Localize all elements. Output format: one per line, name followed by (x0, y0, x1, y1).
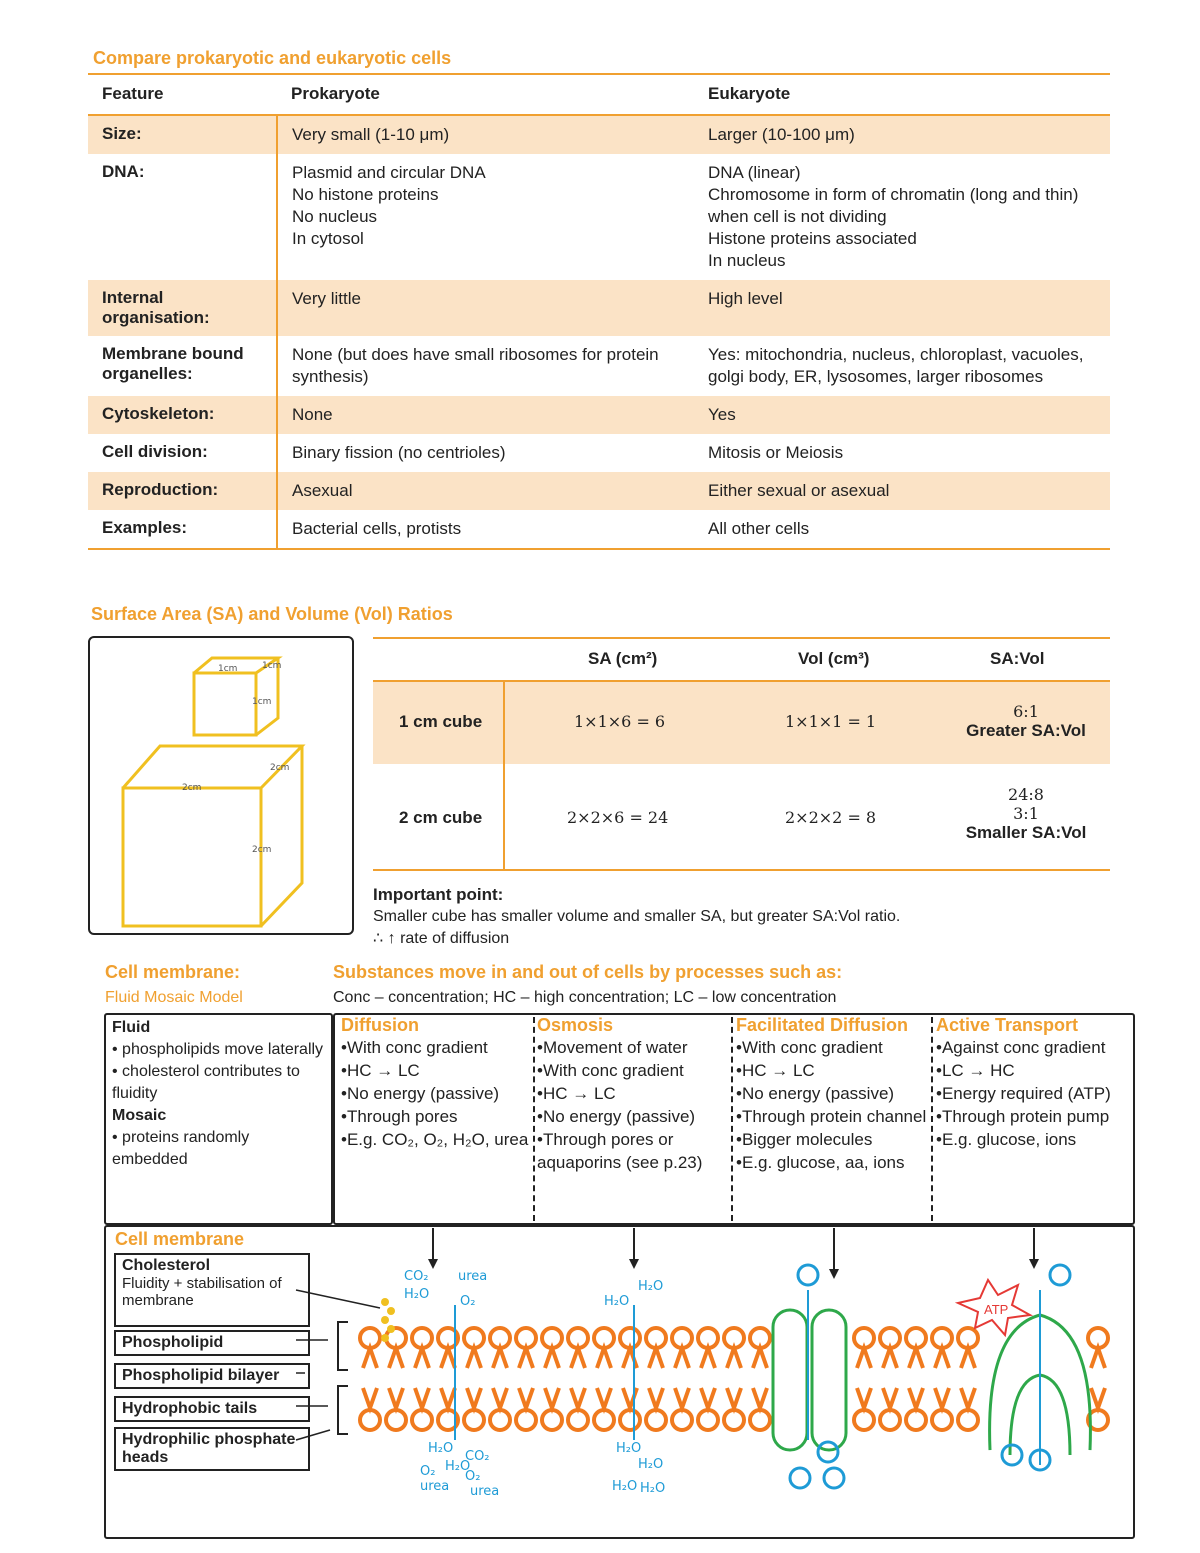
phospholipid-tail (545, 1348, 559, 1368)
label-bilayer: Phospholipid bilayer (114, 1363, 310, 1389)
row2-vol: 2×2×2 = 8 (785, 808, 877, 827)
phospholipid-tail (675, 1388, 689, 1408)
atp-label: ATP (984, 1302, 1009, 1317)
phospholipid-tail (519, 1388, 533, 1408)
ratios-title: Surface Area (SA) and Volume (Vol) Ratios (91, 604, 453, 624)
molecule-label: CO₂ (404, 1269, 429, 1284)
phospholipid-tail (571, 1388, 585, 1408)
molecule-label: H₂O (638, 1279, 664, 1294)
molecule-circle (1050, 1265, 1070, 1285)
phospholipid-tail (493, 1348, 507, 1368)
phospholipid-tail (519, 1348, 533, 1368)
cholesterol-molecule (387, 1325, 395, 1333)
phospholipid-tail (857, 1348, 871, 1368)
label-pointer (296, 1430, 330, 1440)
molecule-label: urea (470, 1484, 500, 1499)
process-item: •HC → LC (736, 1061, 815, 1080)
phospholipid-tail (1091, 1348, 1105, 1368)
phospholipid-tail (727, 1388, 741, 1408)
eukaryote-cell: Larger (10-100 μm) (694, 115, 1110, 154)
phospholipid-tail (467, 1388, 481, 1408)
prokaryote-cell: None (but does have small ribosomes for protein synthesis) (277, 336, 694, 396)
phospholipid-tail (675, 1348, 689, 1368)
fluid-item: • cholesterol contributes to fluidity (112, 1063, 300, 1102)
important-text: Smaller cube has smaller volume and smaller SA, but greater SA:Vol ratio. (373, 908, 901, 925)
phospholipid-tail (545, 1388, 559, 1408)
row2-label: 2 cm cube (399, 808, 483, 827)
feature-cell: Cell division: (102, 442, 208, 461)
diagram-title: Cell membrane (115, 1229, 245, 1249)
important-text-2: ∴ ↑ rate of diffusion (373, 930, 510, 947)
processes-key: Conc – concentration; HC – high concentration; LC – low concentration (333, 989, 837, 1006)
feature-cell: Examples: (88, 510, 277, 549)
phospholipid-tail (909, 1348, 923, 1368)
process-heading: Facilitated Diffusion (736, 1015, 909, 1035)
header-feature: Feature (88, 76, 277, 115)
eukaryote-cell: Yes (694, 396, 1110, 434)
row1-vol: 1×1×1 = 1 (785, 712, 877, 731)
compare-title: Compare prokaryotic and eukaryotic cells (93, 48, 452, 68)
phospholipid-tail (363, 1348, 377, 1368)
processes-title: Substances move in and out of cells by processes such as: (333, 962, 843, 982)
eukaryote-cell: Yes: mitochondria, nucleus, chloroplast, vacuoles, golgi body, ER, lysosomes, larger ribosomes (708, 345, 1084, 386)
process-heading: Active Transport (936, 1015, 1079, 1035)
molecule-label: H₂O (404, 1287, 430, 1302)
phospholipid-tail (415, 1348, 429, 1368)
phospholipid-tail (493, 1388, 507, 1408)
process-item: •With conc gradient (736, 1038, 883, 1057)
small-cube-label-2: 1cm (262, 661, 282, 671)
phospholipid-tail (883, 1388, 897, 1408)
molecule-label: H₂O (428, 1441, 454, 1456)
process-item: •Through pores (341, 1107, 458, 1126)
channel-protein (812, 1310, 846, 1450)
molecule-label: H₂O (612, 1479, 638, 1494)
process-item: •Through protein channel (736, 1107, 927, 1126)
prokaryote-cell: Binary fission (no centrioles) (277, 434, 694, 472)
phospholipid-tail (701, 1348, 715, 1368)
phospholipid-tail (467, 1348, 481, 1368)
phospholipid-tail (441, 1348, 455, 1368)
membrane-title: Cell membrane: (105, 962, 241, 982)
process-item: •Bigger molecules (736, 1130, 873, 1149)
cholesterol-molecule (387, 1307, 395, 1315)
process-item: •No energy (passive) (341, 1084, 500, 1103)
large-cube-label-2: 2cm (270, 763, 290, 773)
molecule-label: O₂ (465, 1469, 481, 1484)
molecule-label: H₂O (616, 1441, 642, 1456)
prokaryote-cell: Plasmid and circular DNA No histone proteins No nucleus In cytosol (277, 154, 694, 280)
channel-protein (773, 1310, 807, 1450)
eukaryote-cell: High level (694, 280, 1110, 336)
molecule-circle (818, 1442, 838, 1462)
row1-ratio: 6:1 (1013, 702, 1039, 721)
molecule-label: CO₂ (465, 1449, 490, 1464)
header-prokaryote: Prokaryote (277, 76, 694, 115)
process-item: •E.g. CO₂, O₂, H₂O, urea (341, 1130, 529, 1149)
feature-cell: Cytoskeleton: (88, 396, 277, 434)
phospholipid-tail (415, 1388, 429, 1408)
phospholipid-tail (961, 1388, 975, 1408)
eukaryote-cell: Mitosis or Meiosis (708, 443, 844, 462)
phospholipid-tail (935, 1388, 949, 1408)
molecule-label: H₂O (640, 1481, 666, 1496)
phospholipid-tail (727, 1348, 741, 1368)
important-title: Important point: (373, 885, 504, 904)
feature-cell: Internal organisation: (88, 280, 277, 336)
phospholipid-tail (441, 1388, 455, 1408)
cholesterol-molecule (381, 1334, 389, 1342)
header-sa: SA (cm²) (588, 649, 658, 668)
phospholipid-tail (363, 1388, 377, 1408)
process-item: •Through pores or aquaporins (see p.23) (537, 1130, 703, 1172)
fluid-heading: Fluid (112, 1019, 151, 1036)
row2-ratio-a: 24:8 (1008, 785, 1044, 804)
eukaryote-cell: DNA (linear) Chromosome in form of chromatin (long and thin) when cell is not dividing Histone proteins associated In nucleus (708, 163, 1079, 270)
label-phospholipid: Phospholipid (114, 1330, 310, 1356)
phospholipid-tail (597, 1348, 611, 1368)
bracket (338, 1386, 348, 1434)
header-ratio: SA:Vol (990, 649, 1045, 668)
cholesterol-note: Fluidity + stabilisation of membrane (122, 1275, 282, 1309)
process-item: •Through protein pump (936, 1107, 1110, 1126)
label-pointer (296, 1290, 380, 1308)
row2-sa: 2×2×6 = 24 (567, 808, 669, 827)
row1-sa: 1×1×6 = 6 (574, 712, 666, 731)
header-eukaryote: Eukaryote (694, 76, 1110, 115)
phospholipid-tail (753, 1388, 767, 1408)
molecule-label: H₂O (604, 1294, 630, 1309)
feature-cell: Reproduction: (88, 472, 277, 510)
phospholipid-tail (857, 1388, 871, 1408)
phospholipid-tail (935, 1348, 949, 1368)
row2-ratio-note: Smaller SA:Vol (965, 823, 1087, 842)
feature-cell: DNA: (102, 162, 145, 181)
molecule-label: H₂O (445, 1459, 471, 1474)
row1-label: 1 cm cube (399, 712, 483, 731)
eukaryote-cell: All other cells (694, 510, 1110, 549)
row1-ratio-note: Greater SA:Vol (966, 721, 1086, 740)
row2-ratio-b: 3:1 (1013, 804, 1039, 823)
prokaryote-cell: Very small (1-10 μm) (277, 115, 694, 154)
process-item: •No energy (passive) (537, 1107, 696, 1126)
process-item: •No energy (passive) (736, 1084, 895, 1103)
mosaic-heading: Mosaic (112, 1107, 167, 1124)
phospholipid-tail (909, 1388, 923, 1408)
small-cube-label-1: 1cm (218, 664, 238, 674)
process-item: •HC → LC (341, 1061, 420, 1080)
molecule-circle (824, 1468, 844, 1488)
phospholipid-tail (597, 1388, 611, 1408)
molecule-label: H₂O (638, 1457, 664, 1472)
feature-cell: Membrane bound organelles: (102, 344, 244, 383)
process-item: •LC → HC (936, 1061, 1015, 1080)
phospholipid-tail (389, 1388, 403, 1408)
feature-cell: Size: (88, 115, 277, 154)
phospholipid-tail (649, 1348, 663, 1368)
label-heads: Hydrophilic phosphate heads (114, 1427, 310, 1471)
molecule-label: O₂ (460, 1294, 476, 1309)
fluid-item: • phospholipids move laterally (112, 1041, 324, 1058)
molecule-label: urea (420, 1479, 450, 1494)
membrane-subtitle: Fluid Mosaic Model (105, 989, 243, 1006)
molecule-circle (1002, 1445, 1022, 1465)
process-heading: Diffusion (341, 1015, 419, 1035)
process-item: •E.g. glucose, ions (936, 1130, 1077, 1149)
mosaic-item: • proteins randomly embedded (112, 1129, 250, 1168)
small-cube-label-3: 1cm (252, 697, 272, 707)
process-item: •Against conc gradient (936, 1038, 1106, 1057)
bracket (338, 1322, 348, 1370)
molecule-label: O₂ (420, 1464, 436, 1479)
cholesterol-molecule (381, 1298, 389, 1306)
molecule-circle (798, 1265, 818, 1285)
process-item: •With conc gradient (537, 1061, 684, 1080)
arrow-head (428, 1259, 438, 1269)
label-cholesterol: Cholesterol Fluidity + stabilisation of membrane (114, 1253, 310, 1327)
prokaryote-cell: None (277, 396, 694, 434)
phospholipid-tail (961, 1348, 975, 1368)
phospholipid-tail (883, 1348, 897, 1368)
process-item: •Energy required (ATP) (936, 1084, 1111, 1103)
large-cube-label-1: 2cm (182, 783, 202, 793)
arrow-head (629, 1259, 639, 1269)
cholesterol-molecule (381, 1316, 389, 1324)
process-item: •E.g. glucose, aa, ions (736, 1153, 905, 1172)
process-item: •Movement of water (537, 1038, 688, 1057)
process-item: •With conc gradient (341, 1038, 488, 1057)
phospholipid-tail (389, 1348, 403, 1368)
prokaryote-cell: Very little (277, 280, 694, 336)
phospholipid-tail (701, 1388, 715, 1408)
molecule-circle (790, 1468, 810, 1488)
arrow-head (829, 1269, 839, 1279)
header-vol: Vol (cm³) (798, 649, 870, 668)
eukaryote-cell: Either sexual or asexual (694, 472, 1110, 510)
process-item: •HC → LC (537, 1084, 616, 1103)
label-tails: Hydrophobic tails (114, 1396, 310, 1422)
prokaryote-cell: Asexual (277, 472, 694, 510)
arrow-head (1029, 1259, 1039, 1269)
phospholipid-tail (649, 1388, 663, 1408)
phospholipid-tail (1091, 1388, 1105, 1408)
prokaryote-cell: Bacterial cells, protists (277, 510, 694, 549)
phospholipid-tail (753, 1348, 767, 1368)
phospholipid-tail (571, 1348, 585, 1368)
process-heading: Osmosis (537, 1015, 614, 1035)
molecule-label: urea (458, 1269, 488, 1284)
large-cube-label-3: 2cm (252, 845, 272, 855)
